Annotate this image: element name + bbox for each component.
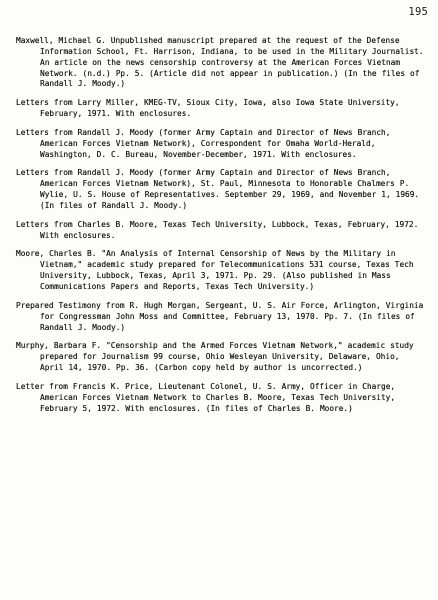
page-number: 195 [408,6,428,18]
bibliography-entry: Letters from Randall J. Moody (former Army Captain and Director of News Branch, American Forces Vietnam Network), Correspondent for Omaha World-Herald, Washington, D. C. Bureau, November-December, 1971. With enclosures. [16,127,391,159]
bibliography-entry: Letters from Charles B. Moore, Texas Tech University, Lubbock, Texas, February, 1972. With enclosures. [16,219,419,240]
bibliography-entry: Maxwell, Michael G. Unpublished manuscript prepared at the request of the Defense Information School, Ft. Harrison, Indiana, to be used in the Military Journalist. An article on the news censorship controversy at the American Forces Vietnam Network. (n.d.) Pp. 5. (Article did not appear in publication.) (In the files of Randall J. Moody.) [16,35,424,89]
bibliography-entry: Moore, Charles B. "An Analysis of Internal Censorship of News by the Military in Vietnam," academic study prepared for Telecommunications 531 course, Texas Tech University, Lubbock, Texas, April 3, 1971. Pp. 29. (Also published in Mass Communications Papers and Reports, Texas Tech University.) [16,249,414,291]
bibliography-entry: Prepared Testimony from R. Hugh Morgan, Sergeant, U. S. Air Force, Arlington, Virginia for Congressman John Moss and Committee, February 13, 1970. Pp. 7. (In files of Randall J. Moody.) [16,300,424,332]
bibliography-entry: Murphy, Barbara F. "Censorship and the Armed Forces Vietnam Network," academic study prepared for Journalism 99 course, Ohio Wesleyan University, Delaware, Ohio, April 14, 1970. Pp. 36. (Carbon copy held by author is uncorrected.) [16,341,414,373]
bibliography-entry: Letters from Randall J. Moody (former Army Captain and Director of News Branch, American Forces Vietnam Network), St. Paul, Minnesota to Honorable Chalmers P. Wylie, U. S. House of Representatives. September 29, 1969, and November 1, 1969. (In files of Randall J. Moody.) [16,168,420,210]
bibliography-entry: Letters from Larry Miller, KMEG-TV, Sioux City, Iowa, also Iowa State University, February, 1971. With enclosures. [16,98,400,119]
bibliography-list [16,28,426,421]
bibliography-entry: Letter from Francis K. Price, Lieutenant Colonel, U. S. Army, Officer in Charge, American Forces Vietnam Network to Charles B. Moore, Texas Tech University, February 5, 1972. With enclosures. (In files of Charles B. Moore.) [16,381,396,413]
